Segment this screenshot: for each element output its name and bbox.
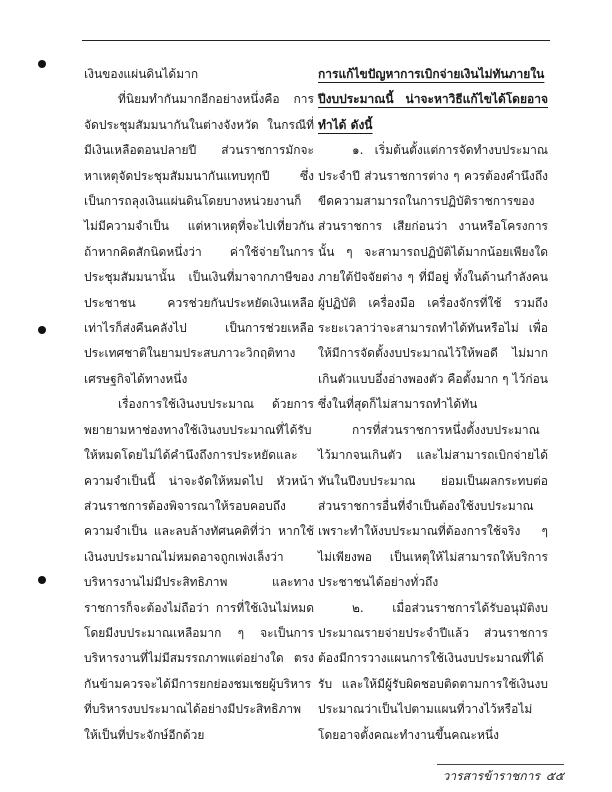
page-number: ๕๕ <box>545 769 564 783</box>
paragraph: เงินของแผ่นดินได้มาก <box>84 67 199 81</box>
punch-hole-icon <box>38 576 46 584</box>
right-column <box>318 62 548 748</box>
section-heading: การแก้ไขปัญหาการเบิกจ่ายเงินไม่ทันภายในปีงบประมาณนี้ น่าจะหาวิธีแก้ไขได้โดยอาจทำได้ ดังนี้ <box>318 67 548 132</box>
paragraph: ๒. เมื่อส่วนราชการได้รับอนุมัติงบประมาณรายจ่ายประจำปีแล้ว ส่วนราชการต้องมีการวางแผนการใช้เงินงบประมาณที่ได้รับ และให้มีผู้รับผิดชอบติดตามการใช้เงินงบประมาณว่าเป็นไปตามแผนที่วางไว้หรือไม่ โดยอาจตั้งคณะทำงานขึ้นคณะหนึ่ง <box>318 600 548 742</box>
paragraph: การที่ส่วนราชการหนึ่งตั้งงบประมาณไว้มากจนเกินตัว และไม่สามารถเบิกจ่ายได้ทันในปีงบประมาณ ย่อมเป็นผลกระทบต่อส่วนราชการอื่นที่จำเป็นต้องใช้งบประมาณ เพราะทำให้งบประมาณที่ต้องการใช้จริง ๆ ไม่เพียงพอ เป็นเหตุให้ไม่สามารถให้บริการประชาชนได้อย่างทั่วถึง <box>318 422 548 590</box>
left-column <box>84 62 314 748</box>
publication-name: วารสารข้าราชการ <box>442 769 540 783</box>
page-footer <box>437 764 564 786</box>
paragraph: เรื่องการใช้เงินงบประมาณ ด้วยการพยายามหาช่องทางใช้เงินงบประมาณที่ได้รับให้หมดโดยไม่ได้คำนึงถึงการประหยัดและความจำเป็นนี้ น่าจะจัดให้หมดไป หัวหน้าส่วนราชการต้องพิจารณาให้รอบคอบถึงความจำเป็น และลบล้างทัศนคติที่ว่า หากใช้เงินงบประมาณไม่หมดอาจถูกเพ่งเล็งว่าบริหารงานไม่มีประสิทธิภาพ และทางราชการก็จะต้องไม่ถือว่า การที่ใช้เงินไม่หมดโดยมีงบประมาณเหลือมาก ๆ จะเป็นการบริหารงานที่ไม่มีสมรรถภาพแต่อย่างใด ตรงกันข้ามควรจะได้มีการยกย่องชมเชยผู้บริหารที่บริหารงบประมาณได้อย่างมีประสิทธิภาพให้เป็นที่ประจักษ์อีกด้วย <box>84 397 314 742</box>
header-rule <box>82 40 550 41</box>
paragraph: ที่นิยมทำกันมากอีกอย่างหนึ่งคือ การจัดประชุมสัมมนากันในต่างจังหวัด ในกรณีที่มีเงินเหลือตอนปลายปี ส่วนราชการมักจะหาเหตุจัดประชุมสัมมนากันแทบทุกปี ซึ่งเป็นการถลุงเงินแผ่นดินโดยบางหน่วยงานก็ไม่มีความจำเป็น แต่หาเหตุที่จะไปเที่ยวกัน ถ้าหากคิดสักนิดหนึ่งว่า ค่าใช้จ่ายในการประชุมสัมมนานั้น เป็นเงินที่มาจากภาษีของประชาชน ควรช่วยกันประหยัดเงินเหลือเท่าไรก็ส่งคืนคลังไป เป็นการช่วยเหลือประเทศชาติในยามประสบภาวะวิกฤติทางเศรษฐกิจได้ทางหนึ่ง <box>84 92 314 386</box>
paragraph: ๑. เริ่มต้นตั้งแต่การจัดทำงบประมาณประจำปี ส่วนราชการต่าง ๆ ควรต้องคำนึงถึงขีดความสามารถในการปฏิบัติราชการของส่วนราชการ เสียก่อนว่า งานหรือโครงการนั้น ๆ จะสามารถปฏิบัติได้มากน้อยเพียงใดภายใต้ปัจจัยต่าง ๆ ที่มีอยู่ ทั้งในด้านกำลังคน ผู้ปฏิบัติ เครื่องมือ เครื่องจักรที่ใช้ รวมถึงระยะเวลาว่าจะสามารถทำได้ทันหรือไม่ เพื่อให้มีการจัดตั้งงบประมาณไว้ให้พอดี ไม่มากเกินตัวแบบอึ่งอ่างพองตัว คือตั้งมาก ๆ ไว้ก่อน ซึ่งในที่สุดก็ไม่สามารถทำได้ทัน <box>318 143 548 412</box>
punch-hole-icon <box>38 326 46 334</box>
punch-hole-icon <box>38 60 46 68</box>
